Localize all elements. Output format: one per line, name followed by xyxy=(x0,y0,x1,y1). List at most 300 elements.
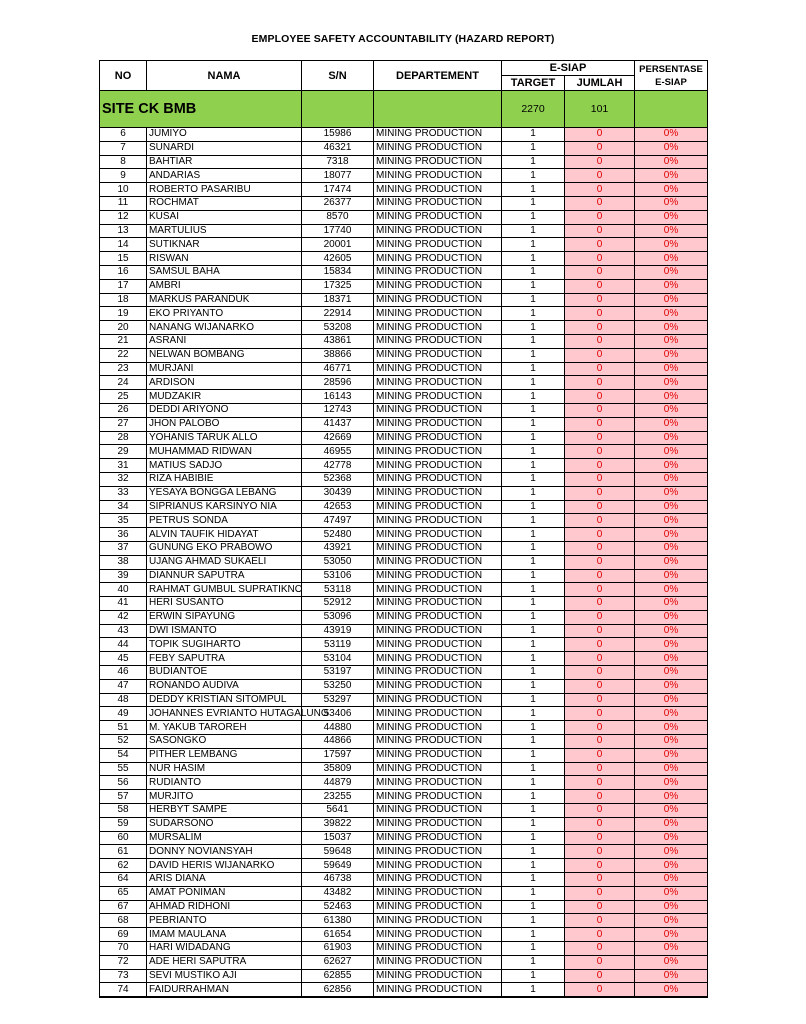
cell-departement: MINING PRODUCTION xyxy=(374,859,502,873)
table-row xyxy=(100,707,708,721)
cell-sn: 38866 xyxy=(302,348,374,362)
cell-departement: MINING PRODUCTION xyxy=(374,390,502,404)
cell-departement: MINING PRODUCTION xyxy=(374,886,502,900)
table-row xyxy=(100,955,708,969)
cell-departement: MINING PRODUCTION xyxy=(374,569,502,583)
cell-persentase: 0% xyxy=(635,942,708,956)
cell-departement: MINING PRODUCTION xyxy=(374,183,502,197)
report-title: EMPLOYEE SAFETY ACCOUNTABILITY (HAZARD REPORT) xyxy=(251,33,555,45)
table-row xyxy=(100,983,708,997)
cell-departement: MINING PRODUCTION xyxy=(374,417,502,431)
table-row xyxy=(100,196,708,210)
cell-persentase: 0% xyxy=(635,776,708,790)
cell-no: 19 xyxy=(100,307,147,321)
cell-jumlah: 0 xyxy=(565,265,635,279)
cell-persentase: 0% xyxy=(635,128,708,142)
cell-sn: 17325 xyxy=(302,279,374,293)
cell-nama: SAMSUL BAHA xyxy=(147,265,302,279)
cell-nama: IMAM MAULANA xyxy=(147,928,302,942)
cell-target: 1 xyxy=(502,693,565,707)
cell-target: 1 xyxy=(502,652,565,666)
cell-departement: MINING PRODUCTION xyxy=(374,969,502,983)
cell-target: 1 xyxy=(502,762,565,776)
cell-nama: ADE HERI SAPUTRA xyxy=(147,955,302,969)
cell-nama: AMBRI xyxy=(147,279,302,293)
cell-target: 1 xyxy=(502,942,565,956)
cell-sn: 42653 xyxy=(302,500,374,514)
cell-sn: 30439 xyxy=(302,486,374,500)
cell-target: 1 xyxy=(502,321,565,335)
cell-target: 1 xyxy=(502,390,565,404)
cell-persentase: 0% xyxy=(635,362,708,376)
cell-sn: 18077 xyxy=(302,169,374,183)
table-row xyxy=(100,942,708,956)
cell-nama: DWI ISMANTO xyxy=(147,624,302,638)
cell-target: 1 xyxy=(502,776,565,790)
cell-target: 1 xyxy=(502,886,565,900)
cell-sn: 46738 xyxy=(302,873,374,887)
cell-nama: PITHER LEMBANG xyxy=(147,748,302,762)
cell-target: 1 xyxy=(502,983,565,997)
cell-persentase: 0% xyxy=(635,693,708,707)
cell-sn: 46771 xyxy=(302,362,374,376)
cell-persentase: 0% xyxy=(635,252,708,266)
cell-jumlah: 0 xyxy=(565,707,635,721)
cell-persentase: 0% xyxy=(635,500,708,514)
cell-target: 1 xyxy=(502,569,565,583)
cell-nama: MUHAMMAD RIDWAN xyxy=(147,445,302,459)
cell-jumlah: 0 xyxy=(565,983,635,997)
cell-no: 65 xyxy=(100,886,147,900)
cell-target: 1 xyxy=(502,224,565,238)
cell-departement: MINING PRODUCTION xyxy=(374,486,502,500)
cell-nama: PEBRIANTO xyxy=(147,914,302,928)
cell-no: 36 xyxy=(100,528,147,542)
table-row xyxy=(100,679,708,693)
cell-nama: MUDZAKIR xyxy=(147,390,302,404)
cell-departement: MINING PRODUCTION xyxy=(374,666,502,680)
cell-persentase: 0% xyxy=(635,293,708,307)
table-row xyxy=(100,845,708,859)
cell-departement: MINING PRODUCTION xyxy=(374,900,502,914)
table-row xyxy=(100,817,708,831)
cell-jumlah: 0 xyxy=(565,486,635,500)
cell-persentase: 0% xyxy=(635,583,708,597)
cell-jumlah: 0 xyxy=(565,748,635,762)
cell-no: 41 xyxy=(100,597,147,611)
cell-target: 1 xyxy=(502,583,565,597)
cell-sn: 61654 xyxy=(302,928,374,942)
cell-persentase: 0% xyxy=(635,141,708,155)
cell-no: 55 xyxy=(100,762,147,776)
cell-departement: MINING PRODUCTION xyxy=(374,804,502,818)
cell-no: 34 xyxy=(100,500,147,514)
cell-departement: MINING PRODUCTION xyxy=(374,403,502,417)
cell-sn: 44880 xyxy=(302,721,374,735)
cell-nama: AMAT PONIMAN xyxy=(147,886,302,900)
cell-departement: MINING PRODUCTION xyxy=(374,790,502,804)
cell-target: 1 xyxy=(502,169,565,183)
cell-sn: 17597 xyxy=(302,748,374,762)
cell-persentase: 0% xyxy=(635,983,708,997)
cell-sn: 15834 xyxy=(302,265,374,279)
cell-sn: 53406 xyxy=(302,707,374,721)
table-row xyxy=(100,265,708,279)
cell-no: 13 xyxy=(100,224,147,238)
table-row xyxy=(100,873,708,887)
cell-nama: ASRANI xyxy=(147,334,302,348)
cell-target: 1 xyxy=(502,500,565,514)
table-row xyxy=(100,790,708,804)
cell-sn: 53050 xyxy=(302,555,374,569)
cell-nama: NANANG WIJANARKO xyxy=(147,321,302,335)
cell-departement: MINING PRODUCTION xyxy=(374,638,502,652)
cell-jumlah: 0 xyxy=(565,224,635,238)
cell-jumlah: 0 xyxy=(565,459,635,473)
cell-sn: 43482 xyxy=(302,886,374,900)
cell-persentase: 0% xyxy=(635,445,708,459)
cell-departement: MINING PRODUCTION xyxy=(374,928,502,942)
table-row xyxy=(100,445,708,459)
cell-departement: MINING PRODUCTION xyxy=(374,831,502,845)
cell-departement: MINING PRODUCTION xyxy=(374,624,502,638)
cell-persentase: 0% xyxy=(635,390,708,404)
cell-target: 1 xyxy=(502,514,565,528)
cell-jumlah: 0 xyxy=(565,900,635,914)
cell-persentase: 0% xyxy=(635,183,708,197)
cell-sn: 35809 xyxy=(302,762,374,776)
cell-departement: MINING PRODUCTION xyxy=(374,321,502,335)
cell-target: 1 xyxy=(502,721,565,735)
cell-no: 48 xyxy=(100,693,147,707)
cell-no: 49 xyxy=(100,707,147,721)
cell-no: 52 xyxy=(100,735,147,749)
cell-sn: 53118 xyxy=(302,583,374,597)
cell-no: 56 xyxy=(100,776,147,790)
table-row xyxy=(100,334,708,348)
cell-nama: MATIUS SADJO xyxy=(147,459,302,473)
cell-target: 1 xyxy=(502,528,565,542)
cell-departement: MINING PRODUCTION xyxy=(374,472,502,486)
table-row xyxy=(100,321,708,335)
cell-no: 17 xyxy=(100,279,147,293)
cell-departement: MINING PRODUCTION xyxy=(374,721,502,735)
cell-jumlah: 0 xyxy=(565,362,635,376)
cell-no: 29 xyxy=(100,445,147,459)
cell-nama: ARDISON xyxy=(147,376,302,390)
cell-departement: MINING PRODUCTION xyxy=(374,983,502,997)
cell-nama: SEVI MUSTIKO AJI xyxy=(147,969,302,983)
cell-persentase: 0% xyxy=(635,610,708,624)
table-row xyxy=(100,776,708,790)
cell-persentase: 0% xyxy=(635,334,708,348)
cell-persentase: 0% xyxy=(635,210,708,224)
cell-jumlah: 0 xyxy=(565,252,635,266)
table-row xyxy=(100,431,708,445)
cell-jumlah: 0 xyxy=(565,472,635,486)
cell-no: 15 xyxy=(100,252,147,266)
cell-jumlah: 0 xyxy=(565,817,635,831)
cell-persentase: 0% xyxy=(635,597,708,611)
cell-target: 1 xyxy=(502,541,565,555)
cell-persentase: 0% xyxy=(635,790,708,804)
cell-nama: ERWIN SIPAYUNG xyxy=(147,610,302,624)
cell-jumlah: 0 xyxy=(565,652,635,666)
cell-departement: MINING PRODUCTION xyxy=(374,914,502,928)
cell-nama: ROBERTO PASARIBU xyxy=(147,183,302,197)
cell-target: 1 xyxy=(502,597,565,611)
cell-persentase: 0% xyxy=(635,307,708,321)
cell-jumlah: 0 xyxy=(565,873,635,887)
cell-sn: 28596 xyxy=(302,376,374,390)
cell-persentase: 0% xyxy=(635,845,708,859)
cell-departement: MINING PRODUCTION xyxy=(374,693,502,707)
cell-departement: MINING PRODUCTION xyxy=(374,279,502,293)
cell-jumlah: 0 xyxy=(565,445,635,459)
table-row xyxy=(100,348,708,362)
cell-departement: MINING PRODUCTION xyxy=(374,528,502,542)
cell-sn: 39822 xyxy=(302,817,374,831)
table-row xyxy=(100,886,708,900)
table-row xyxy=(100,459,708,473)
table-row xyxy=(100,472,708,486)
cell-jumlah: 0 xyxy=(565,210,635,224)
cell-nama: ANDARIAS xyxy=(147,169,302,183)
table-row xyxy=(100,293,708,307)
cell-persentase: 0% xyxy=(635,928,708,942)
cell-sn: 47497 xyxy=(302,514,374,528)
cell-departement: MINING PRODUCTION xyxy=(374,583,502,597)
cell-no: 43 xyxy=(100,624,147,638)
table-row xyxy=(100,652,708,666)
cell-no: 14 xyxy=(100,238,147,252)
cell-target: 1 xyxy=(502,196,565,210)
cell-jumlah: 0 xyxy=(565,624,635,638)
cell-no: 6 xyxy=(100,128,147,142)
cell-persentase: 0% xyxy=(635,638,708,652)
cell-no: 25 xyxy=(100,390,147,404)
table-row xyxy=(100,583,708,597)
col-header-departement: DEPARTEMENT xyxy=(374,61,502,91)
cell-sn: 52480 xyxy=(302,528,374,542)
cell-persentase: 0% xyxy=(635,238,708,252)
cell-no: 31 xyxy=(100,459,147,473)
cell-nama: PETRUS SONDA xyxy=(147,514,302,528)
accountability-table xyxy=(99,60,708,998)
cell-persentase: 0% xyxy=(635,169,708,183)
cell-sn: 12743 xyxy=(302,403,374,417)
cell-departement: MINING PRODUCTION xyxy=(374,955,502,969)
table-row xyxy=(100,928,708,942)
cell-departement: MINING PRODUCTION xyxy=(374,348,502,362)
cell-jumlah: 0 xyxy=(565,735,635,749)
cell-sn: 52912 xyxy=(302,597,374,611)
cell-departement: MINING PRODUCTION xyxy=(374,196,502,210)
cell-persentase: 0% xyxy=(635,624,708,638)
cell-target: 1 xyxy=(502,748,565,762)
cell-target: 1 xyxy=(502,679,565,693)
cell-sn: 15986 xyxy=(302,128,374,142)
cell-jumlah: 0 xyxy=(565,914,635,928)
cell-persentase: 0% xyxy=(635,196,708,210)
table-row xyxy=(100,417,708,431)
table-row xyxy=(100,390,708,404)
cell-target: 1 xyxy=(502,417,565,431)
cell-nama: HARI WIDADANG xyxy=(147,942,302,956)
cell-sn: 17474 xyxy=(302,183,374,197)
cell-departement: MINING PRODUCTION xyxy=(374,762,502,776)
cell-sn: 41437 xyxy=(302,417,374,431)
cell-persentase: 0% xyxy=(635,472,708,486)
cell-departement: MINING PRODUCTION xyxy=(374,265,502,279)
cell-sn: 61380 xyxy=(302,914,374,928)
cell-departement: MINING PRODUCTION xyxy=(374,555,502,569)
cell-sn: 53208 xyxy=(302,321,374,335)
cell-persentase: 0% xyxy=(635,859,708,873)
table-row xyxy=(100,624,708,638)
cell-jumlah: 0 xyxy=(565,390,635,404)
cell-sn: 42778 xyxy=(302,459,374,473)
cell-target: 1 xyxy=(502,955,565,969)
cell-sn: 42605 xyxy=(302,252,374,266)
cell-sn: 53297 xyxy=(302,693,374,707)
cell-nama: JUMIYO xyxy=(147,128,302,142)
site-sn-empty xyxy=(302,91,374,128)
cell-jumlah: 0 xyxy=(565,348,635,362)
cell-target: 1 xyxy=(502,555,565,569)
cell-no: 7 xyxy=(100,141,147,155)
cell-persentase: 0% xyxy=(635,914,708,928)
table-row xyxy=(100,528,708,542)
cell-nama: HERBYT SAMPE xyxy=(147,804,302,818)
cell-target: 1 xyxy=(502,859,565,873)
cell-target: 1 xyxy=(502,128,565,142)
cell-target: 1 xyxy=(502,155,565,169)
cell-no: 39 xyxy=(100,569,147,583)
cell-departement: MINING PRODUCTION xyxy=(374,942,502,956)
cell-no: 9 xyxy=(100,169,147,183)
cell-departement: MINING PRODUCTION xyxy=(374,500,502,514)
cell-nama: YESAYA BONGGA LEBANG xyxy=(147,486,302,500)
cell-departement: MINING PRODUCTION xyxy=(374,597,502,611)
cell-no: 62 xyxy=(100,859,147,873)
cell-jumlah: 0 xyxy=(565,928,635,942)
cell-no: 44 xyxy=(100,638,147,652)
cell-sn: 59649 xyxy=(302,859,374,873)
cell-no: 57 xyxy=(100,790,147,804)
cell-nama: TOPIK SUGIHARTO xyxy=(147,638,302,652)
cell-target: 1 xyxy=(502,238,565,252)
cell-jumlah: 0 xyxy=(565,238,635,252)
cell-persentase: 0% xyxy=(635,748,708,762)
cell-persentase: 0% xyxy=(635,955,708,969)
cell-no: 11 xyxy=(100,196,147,210)
cell-persentase: 0% xyxy=(635,541,708,555)
cell-persentase: 0% xyxy=(635,762,708,776)
cell-sn: 42669 xyxy=(302,431,374,445)
cell-no: 46 xyxy=(100,666,147,680)
cell-target: 1 xyxy=(502,928,565,942)
cell-persentase: 0% xyxy=(635,376,708,390)
cell-nama: AHMAD RIDHONI xyxy=(147,900,302,914)
cell-target: 1 xyxy=(502,900,565,914)
cell-persentase: 0% xyxy=(635,886,708,900)
cell-jumlah: 0 xyxy=(565,169,635,183)
cell-target: 1 xyxy=(502,307,565,321)
cell-nama: DIANNUR SAPUTRA xyxy=(147,569,302,583)
cell-target: 1 xyxy=(502,969,565,983)
table-row xyxy=(100,762,708,776)
col-header-no: NO xyxy=(100,61,147,91)
table-row xyxy=(100,735,708,749)
cell-jumlah: 0 xyxy=(565,886,635,900)
cell-departement: MINING PRODUCTION xyxy=(374,817,502,831)
cell-nama: GUNUNG EKO PRABOWO xyxy=(147,541,302,555)
cell-target: 1 xyxy=(502,610,565,624)
cell-target: 1 xyxy=(502,486,565,500)
cell-nama: SUDARSONO xyxy=(147,817,302,831)
cell-departement: MINING PRODUCTION xyxy=(374,873,502,887)
table-row xyxy=(100,376,708,390)
cell-no: 51 xyxy=(100,721,147,735)
cell-departement: MINING PRODUCTION xyxy=(374,679,502,693)
cell-jumlah: 0 xyxy=(565,541,635,555)
cell-no: 58 xyxy=(100,804,147,818)
cell-target: 1 xyxy=(502,707,565,721)
table-row xyxy=(100,597,708,611)
table-row xyxy=(100,969,708,983)
cell-departement: MINING PRODUCTION xyxy=(374,128,502,142)
cell-jumlah: 0 xyxy=(565,859,635,873)
cell-sn: 46955 xyxy=(302,445,374,459)
cell-departement: MINING PRODUCTION xyxy=(374,514,502,528)
cell-jumlah: 0 xyxy=(565,790,635,804)
cell-nama: ALVIN TAUFIK HIDAYAT xyxy=(147,528,302,542)
cell-departement: MINING PRODUCTION xyxy=(374,169,502,183)
cell-departement: MINING PRODUCTION xyxy=(374,652,502,666)
table-row xyxy=(100,693,708,707)
cell-no: 33 xyxy=(100,486,147,500)
cell-target: 1 xyxy=(502,914,565,928)
cell-sn: 52368 xyxy=(302,472,374,486)
table-row xyxy=(100,169,708,183)
cell-jumlah: 0 xyxy=(565,831,635,845)
cell-departement: MINING PRODUCTION xyxy=(374,210,502,224)
site-dept-empty xyxy=(374,91,502,128)
cell-sn: 20001 xyxy=(302,238,374,252)
table-row xyxy=(100,569,708,583)
cell-nama: SUNARDI xyxy=(147,141,302,155)
cell-jumlah: 0 xyxy=(565,583,635,597)
cell-no: 42 xyxy=(100,610,147,624)
cell-nama: SUTIKNAR xyxy=(147,238,302,252)
table-row xyxy=(100,610,708,624)
cell-sn: 43861 xyxy=(302,334,374,348)
cell-target: 1 xyxy=(502,666,565,680)
cell-sn: 43919 xyxy=(302,624,374,638)
cell-persentase: 0% xyxy=(635,900,708,914)
cell-departement: MINING PRODUCTION xyxy=(374,293,502,307)
cell-jumlah: 0 xyxy=(565,431,635,445)
site-target: 2270 xyxy=(502,91,565,128)
cell-departement: MINING PRODUCTION xyxy=(374,307,502,321)
cell-departement: MINING PRODUCTION xyxy=(374,238,502,252)
cell-sn: 22914 xyxy=(302,307,374,321)
cell-target: 1 xyxy=(502,831,565,845)
cell-jumlah: 0 xyxy=(565,500,635,514)
cell-sn: 53197 xyxy=(302,666,374,680)
cell-persentase: 0% xyxy=(635,804,708,818)
